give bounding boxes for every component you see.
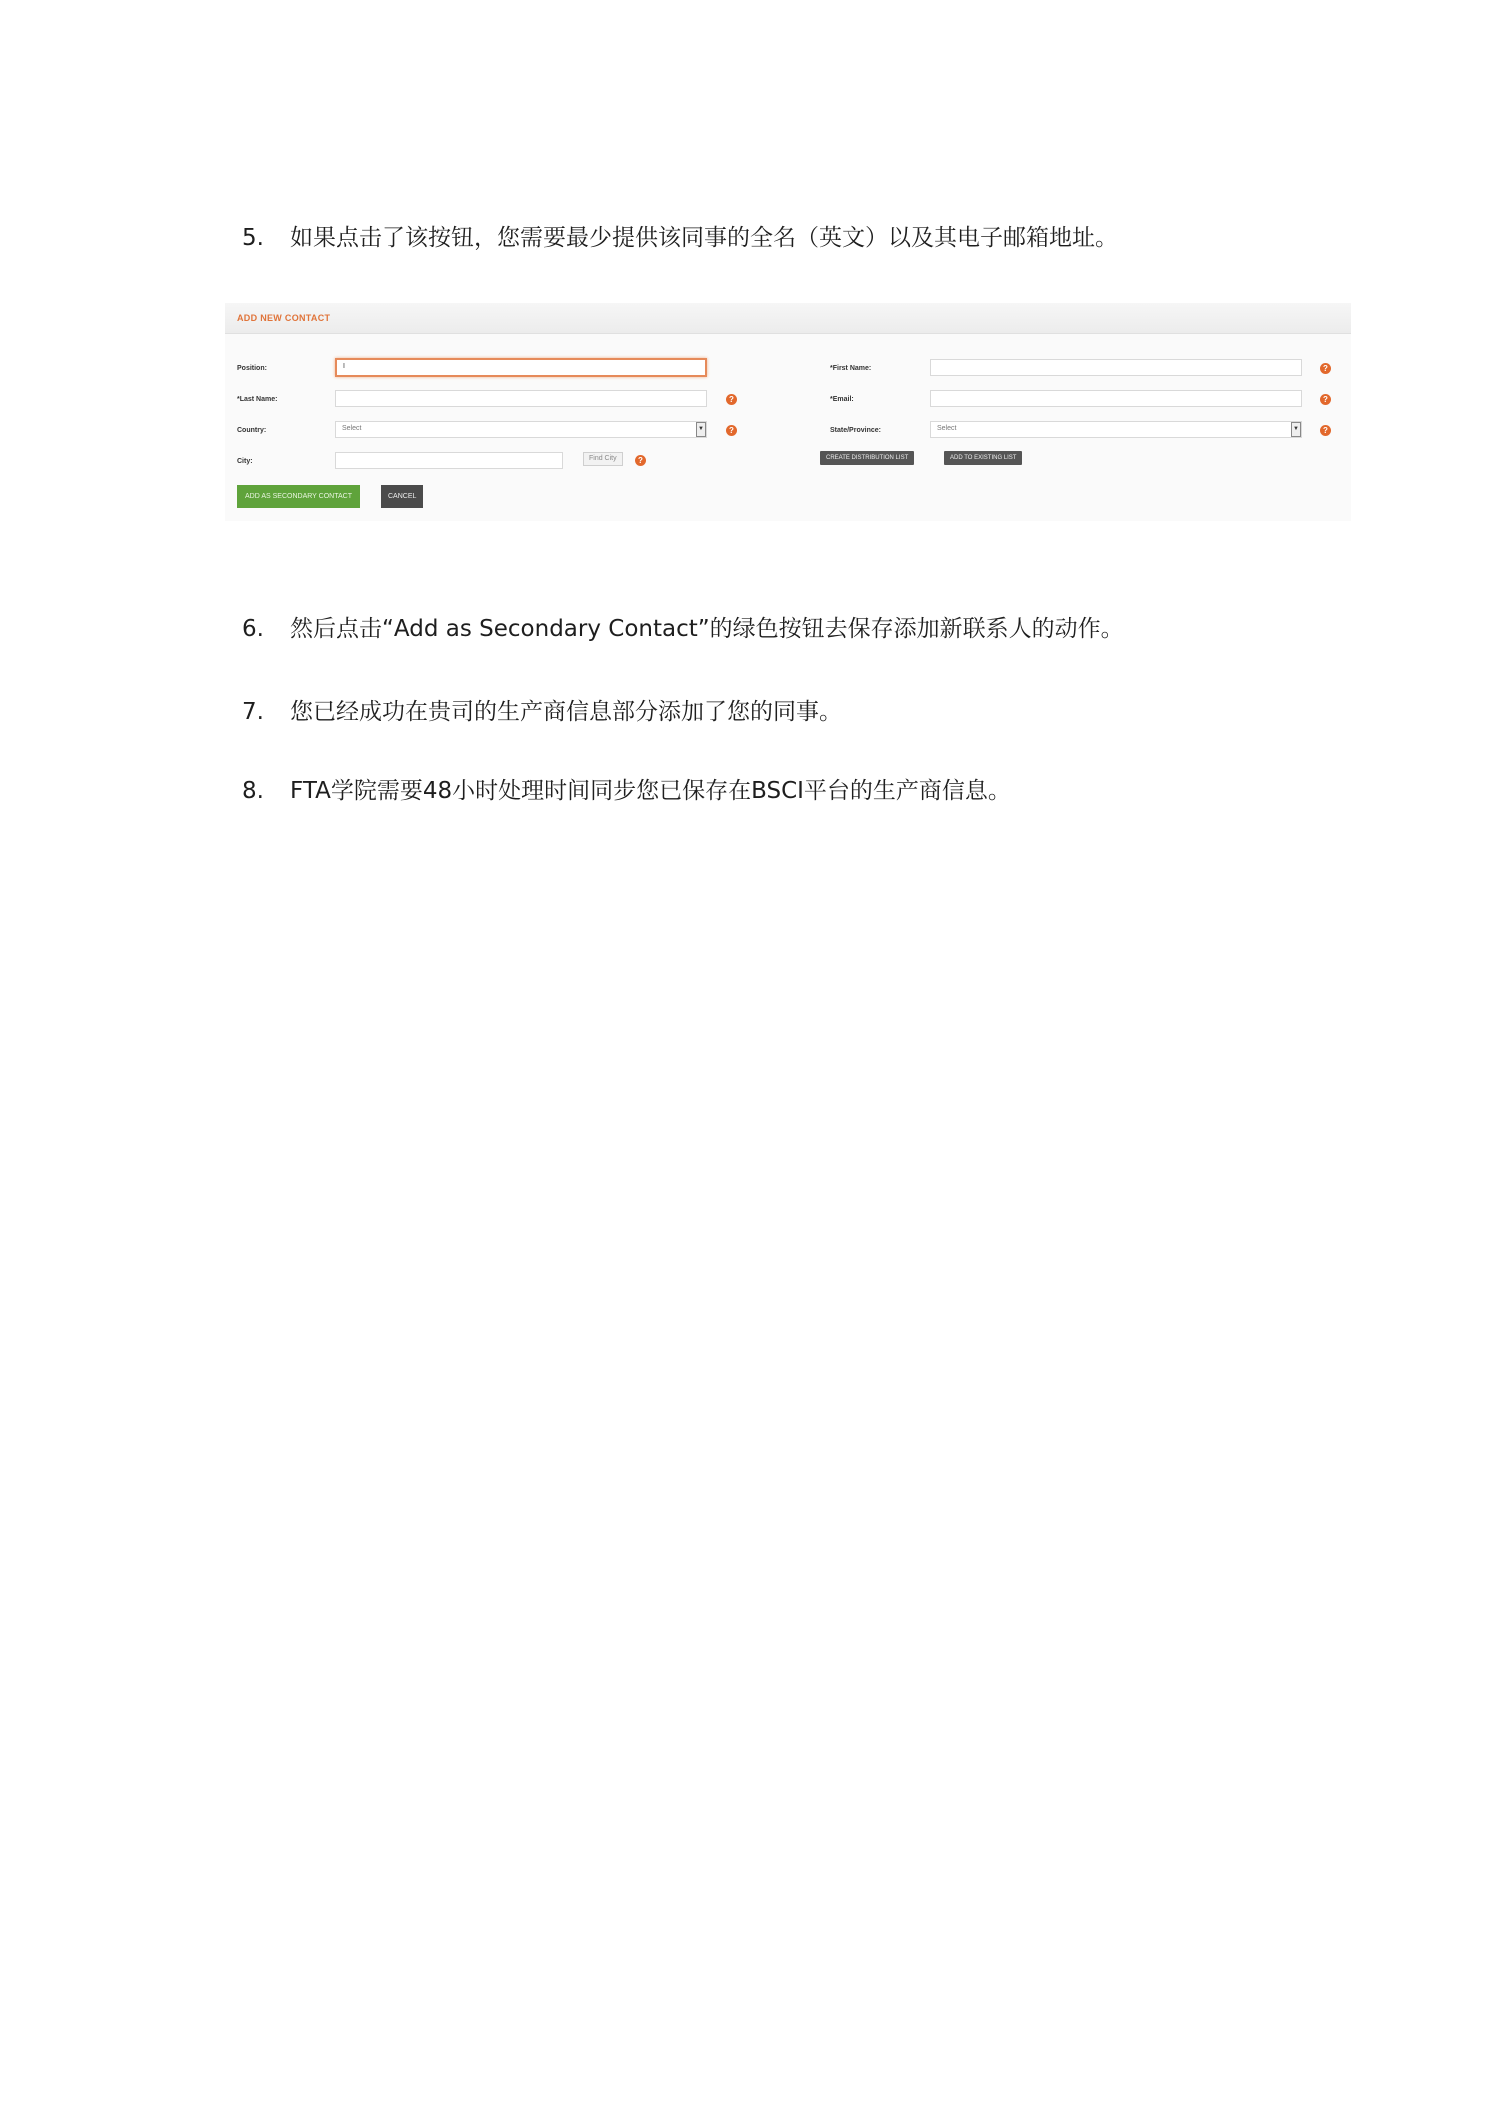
email-label: *Email: bbox=[830, 396, 854, 403]
chevron-down-icon[interactable]: ▼ bbox=[696, 422, 706, 437]
step-number: 6. bbox=[242, 616, 264, 642]
last-name-label: *Last Name: bbox=[237, 396, 278, 403]
help-icon[interactable]: ? bbox=[726, 394, 737, 405]
country-select[interactable]: Select bbox=[335, 421, 707, 438]
step-5 bbox=[242, 223, 1118, 253]
step-6 bbox=[242, 614, 1124, 644]
find-city-button[interactable]: Find City bbox=[583, 452, 623, 466]
form-title: ADD NEW CONTACT bbox=[237, 313, 331, 323]
country-label: Country: bbox=[237, 427, 267, 434]
city-label: City: bbox=[237, 458, 253, 465]
step-number: 7. bbox=[242, 699, 264, 725]
email-input[interactable] bbox=[930, 390, 1302, 407]
cancel-button[interactable]: CANCEL bbox=[381, 485, 423, 508]
state-label: State/Province: bbox=[830, 427, 881, 434]
form-header bbox=[225, 303, 1351, 334]
help-icon[interactable]: ? bbox=[1320, 425, 1331, 436]
help-icon[interactable]: ? bbox=[726, 425, 737, 436]
position-label: Position: bbox=[237, 365, 267, 372]
chevron-down-icon[interactable]: ▼ bbox=[1291, 422, 1301, 437]
position-input[interactable]: I bbox=[335, 358, 707, 377]
step-number: 8. bbox=[242, 778, 264, 804]
create-distribution-list-button[interactable]: CREATE DISTRIBUTION LIST bbox=[820, 451, 914, 465]
add-as-secondary-contact-button[interactable]: ADD AS SECONDARY CONTACT bbox=[237, 485, 360, 508]
last-name-input[interactable] bbox=[335, 390, 707, 407]
help-icon[interactable]: ? bbox=[1320, 363, 1331, 374]
help-icon[interactable]: ? bbox=[1320, 394, 1331, 405]
add-to-existing-list-button[interactable]: ADD TO EXISTING LIST bbox=[944, 451, 1022, 465]
state-select[interactable]: Select bbox=[930, 421, 1302, 438]
first-name-input[interactable] bbox=[930, 359, 1302, 376]
first-name-label: *First Name: bbox=[830, 365, 872, 372]
step-text: FTA学院需要48小时处理时间同步您已保存在BSCI平台的生产商信息。 bbox=[290, 778, 1011, 804]
city-input[interactable] bbox=[335, 452, 563, 469]
step-text: 然后点击“Add as Secondary Contact”的绿色按钮去保存添加新联系人的动作。 bbox=[290, 616, 1124, 642]
step-text: 您已经成功在贵司的生产商信息部分添加了您的同事。 bbox=[290, 699, 842, 725]
step-8 bbox=[242, 776, 1011, 806]
step-7 bbox=[242, 697, 842, 727]
add-contact-screenshot bbox=[225, 303, 1351, 521]
help-icon[interactable]: ? bbox=[635, 455, 646, 466]
step-text: 如果点击了该按钮，您需要最少提供该同事的全名（英文）以及其电子邮箱地址。 bbox=[290, 225, 1118, 251]
step-number: 5. bbox=[242, 225, 264, 251]
